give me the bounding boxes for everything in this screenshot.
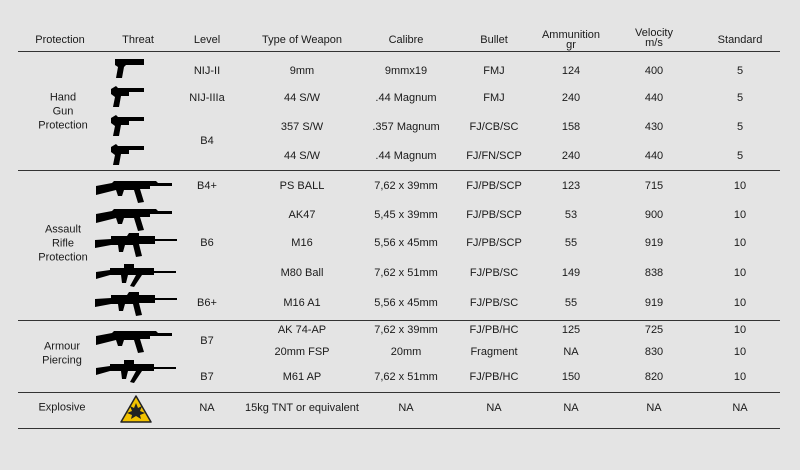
level-b4: B4 bbox=[200, 135, 214, 147]
cell-calibre: 5,56 x 45mm bbox=[374, 297, 438, 309]
cell-velocity: 900 bbox=[644, 209, 664, 221]
group-armour-line1: Armour bbox=[43, 340, 81, 353]
cell-calibre: 7,62 x 39mm bbox=[374, 324, 438, 336]
cell-bullet: FMJ bbox=[483, 92, 505, 104]
cell-standard: 10 bbox=[733, 237, 747, 249]
header-calibre: Calibre bbox=[388, 34, 424, 46]
header-ammunition: Ammunition bbox=[541, 29, 601, 41]
header-weapon: Type of Weapon bbox=[262, 34, 342, 46]
cell-velocity: 725 bbox=[644, 324, 664, 336]
level-b6: B6 bbox=[200, 237, 214, 249]
assault-rifle-icon bbox=[94, 204, 174, 231]
cell-bullet: FJ/CB/SC bbox=[469, 121, 519, 133]
cell-calibre: 7,62 x 51mm bbox=[374, 371, 438, 383]
cell-weapon: 9mm bbox=[289, 65, 315, 77]
cell-velocity: 838 bbox=[644, 267, 664, 279]
cell-standard: 5 bbox=[736, 150, 744, 162]
group-handgun-line2: Gun bbox=[52, 105, 74, 118]
cell-calibre: .357 Magnum bbox=[372, 121, 440, 133]
group-explosive: Explosive bbox=[38, 401, 86, 414]
cell-calibre: 5,56 x 45mm bbox=[374, 237, 438, 249]
rule-rifle bbox=[18, 320, 780, 321]
cell-weapon: PS BALL bbox=[279, 180, 325, 192]
assault-rifle-icon bbox=[94, 176, 174, 203]
rule-armour bbox=[18, 392, 780, 393]
cell-bullet: FJ/PB/HC bbox=[469, 324, 519, 336]
revolver-icon bbox=[108, 85, 148, 109]
cell-weapon: M61 AP bbox=[282, 371, 322, 383]
level-explosive: NA bbox=[199, 402, 215, 414]
cell-calibre: .44 Magnum bbox=[375, 150, 437, 162]
cell-standard: 10 bbox=[733, 209, 747, 221]
group-rifle-line3: Protection bbox=[38, 251, 88, 264]
cell-standard: 10 bbox=[733, 297, 747, 309]
cell-calibre: 9mmx19 bbox=[384, 65, 428, 77]
cell-bullet: FJ/PB/SC bbox=[469, 297, 519, 309]
cell-bullet: Fragment bbox=[470, 346, 518, 358]
revolver-icon bbox=[108, 143, 148, 167]
cell-ammunition: 240 bbox=[561, 92, 581, 104]
group-rifle-line2: Rifle bbox=[51, 237, 75, 250]
cell-calibre: 20mm bbox=[390, 346, 422, 358]
battle-rifle-icon bbox=[92, 290, 180, 317]
header-bullet: Bullet bbox=[480, 34, 508, 46]
machine-gun-icon bbox=[94, 262, 178, 289]
cell-ammunition: 158 bbox=[561, 121, 581, 133]
cell-calibre: .44 Magnum bbox=[375, 92, 437, 104]
cell-standard: 10 bbox=[733, 180, 747, 192]
cell-bullet: FJ/FN/SCP bbox=[466, 150, 522, 162]
cell-bullet: FJ/PB/SCP bbox=[466, 237, 522, 249]
header-velocity: Velocity bbox=[635, 27, 673, 39]
cell-velocity: 400 bbox=[644, 65, 664, 77]
cell-velocity: NA bbox=[646, 402, 662, 414]
cell-calibre: 5,45 x 39mm bbox=[374, 209, 438, 221]
revolver-icon bbox=[108, 114, 148, 138]
cell-velocity: 830 bbox=[644, 346, 664, 358]
cell-velocity: 715 bbox=[644, 180, 664, 192]
machine-gun-icon bbox=[94, 358, 178, 385]
cell-ammunition: 55 bbox=[564, 237, 578, 249]
level-b7-ap: B7 bbox=[200, 335, 214, 347]
cell-bullet: FJ/PB/SC bbox=[469, 267, 519, 279]
cell-weapon: AK 74-AP bbox=[277, 324, 327, 336]
cell-ammunition: 150 bbox=[561, 371, 581, 383]
cell-standard: 5 bbox=[736, 121, 744, 133]
cell-ammunition: NA bbox=[563, 346, 579, 358]
cell-bullet: FJ/PB/HC bbox=[469, 371, 519, 383]
level-b6plus: B6+ bbox=[197, 297, 217, 309]
cell-ammunition: 149 bbox=[561, 267, 581, 279]
cell-bullet: FJ/PB/SCP bbox=[466, 180, 522, 192]
cell-weapon: M16 A1 bbox=[283, 297, 321, 309]
cell-weapon: 44 S/W bbox=[283, 92, 321, 104]
cell-ammunition: 124 bbox=[561, 65, 581, 77]
cell-bullet: NA bbox=[486, 402, 502, 414]
cell-velocity: 440 bbox=[644, 92, 664, 104]
pistol-icon bbox=[112, 57, 148, 81]
cell-standard: 10 bbox=[733, 346, 747, 358]
group-rifle-line1: Assault bbox=[44, 223, 82, 236]
cell-weapon: 20mm FSP bbox=[274, 346, 330, 358]
cell-calibre: 7,62 x 51mm bbox=[374, 267, 438, 279]
cell-ammunition: 123 bbox=[561, 180, 581, 192]
level-nij3a: NIJ-IIIa bbox=[189, 92, 225, 104]
cell-weapon: 44 S/W bbox=[283, 150, 321, 162]
cell-velocity: 820 bbox=[644, 371, 664, 383]
header-protection: Protection bbox=[35, 34, 85, 46]
rule-handgun bbox=[18, 170, 780, 171]
header-threat: Threat bbox=[122, 34, 154, 46]
cell-velocity: 440 bbox=[644, 150, 664, 162]
group-armour-line2: Piercing bbox=[42, 354, 82, 367]
cell-velocity: 919 bbox=[644, 237, 664, 249]
cell-weapon: M16 bbox=[291, 237, 313, 249]
cell-ammunition: 125 bbox=[561, 324, 581, 336]
cell-calibre: 7,62 x 39mm bbox=[374, 180, 438, 192]
cell-standard: 10 bbox=[733, 324, 747, 336]
assault-rifle-icon bbox=[94, 326, 174, 353]
header-standard: Standard bbox=[717, 34, 763, 46]
explosive-hazard-icon bbox=[119, 394, 153, 424]
cell-standard: 5 bbox=[736, 92, 744, 104]
cell-bullet: FMJ bbox=[483, 65, 505, 77]
cell-standard: NA bbox=[732, 402, 748, 414]
header-level: Level bbox=[193, 34, 221, 46]
cell-weapon: 15kg TNT or equivalent bbox=[245, 402, 359, 414]
cell-ammunition: NA bbox=[563, 402, 579, 414]
header-ammunition-unit: gr bbox=[566, 39, 576, 51]
level-b4plus: B4+ bbox=[197, 180, 217, 192]
cell-standard: 10 bbox=[733, 371, 747, 383]
cell-standard: 5 bbox=[736, 65, 744, 77]
cell-weapon: AK47 bbox=[288, 209, 316, 221]
battle-rifle-icon bbox=[92, 231, 180, 258]
cell-ammunition: 55 bbox=[564, 297, 578, 309]
cell-velocity: 919 bbox=[644, 297, 664, 309]
level-nij2: NIJ-II bbox=[193, 65, 221, 77]
cell-bullet: FJ/PB/SCP bbox=[466, 209, 522, 221]
rule-bottom bbox=[18, 428, 780, 429]
header-velocity-unit: m/s bbox=[645, 37, 663, 49]
cell-standard: 10 bbox=[733, 267, 747, 279]
cell-weapon: M80 Ball bbox=[280, 267, 324, 279]
cell-ammunition: 240 bbox=[561, 150, 581, 162]
level-b7-m61: B7 bbox=[200, 371, 214, 383]
group-handgun-line3: Protection bbox=[38, 119, 88, 132]
cell-velocity: 430 bbox=[644, 121, 664, 133]
cell-weapon: 357 S/W bbox=[280, 121, 324, 133]
cell-calibre: NA bbox=[398, 402, 414, 414]
group-handgun-line1: Hand bbox=[49, 91, 77, 104]
cell-ammunition: 53 bbox=[564, 209, 578, 221]
rule-header bbox=[18, 51, 780, 52]
